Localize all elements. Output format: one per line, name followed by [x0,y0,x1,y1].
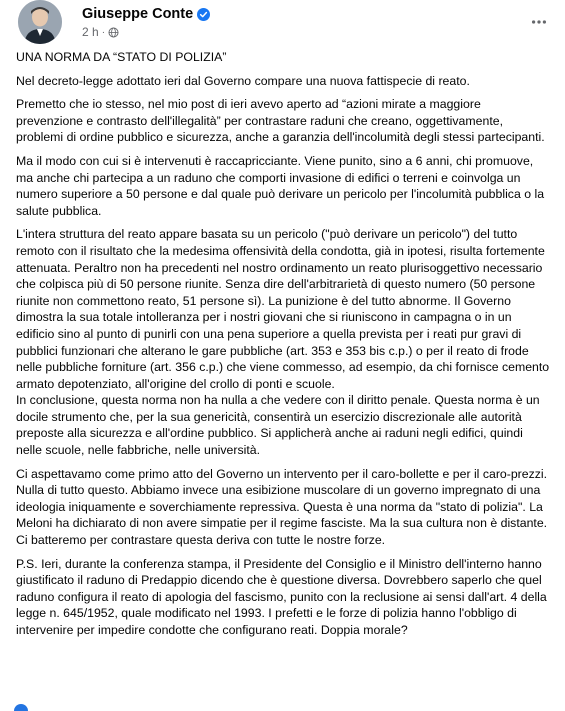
author-name[interactable]: Giuseppe Conte [82,6,194,22]
author-line [82,6,210,22]
post-paragraph: In conclusione, questa norma non ha nulla a che vedere con il diritto penale. Questa norma è un docile strumento che, per la sua genericità, consentirà un esercizio discrezionale alle autorità preposte alla sicurezza e all'ordine pubblico. Si applicherà anche ai raduni negli edifici, quindi nelle scuole, nelle fabbriche, nelle università. [16,393,540,458]
verified-badge-icon [197,8,210,21]
avatar-image [18,0,62,44]
meta-separator: · [101,26,106,38]
post-header [0,0,565,44]
author-avatar[interactable] [18,0,62,44]
post-meta [82,25,119,39]
post-paragraph: Ma il modo con cui si è intervenuti è raccapricciante. Viene punito, sino a 6 anni, chi promuove, ma anche chi partecipa a un raduno che comporti invasione di edifici o terreni e coinvolga un numero superiore a 50 persone e dal quale può derivare un pericolo per l'incolumità pubblica o la salute pubblica. [16,153,545,218]
post-timestamp[interactable]: 2 h [82,25,99,39]
post-paragraph: Ci aspettavamo come primo atto del Governo un intervento per il caro-bollette e per il caro-prezzi. Nulla di tutto questo. Abbiamo invece una esibizione muscolare di un governo impregnato di una ideologia iniquamente e soverchiamente repressiva. Questa è una norma da "stato di polizia". La Meloni ha dichiarato di non avere simpatie per il regime fasciste. Ma la sua cultura non è distante. Ci batteremo per contrastare questa deriva con tutte le nostre forze. [16,466,548,548]
globe-icon[interactable] [108,27,119,38]
like-reaction-icon [14,704,28,711]
post-body [16,49,551,646]
post-title: UNA NORMA DA “STATO DI POLIZIA” [16,50,227,64]
post-paragraph: L'intera struttura del reato appare basata su un pericolo ("può derivare un pericolo") del tutto remoto con il risultato che la medesima offensività della condotta, già in ipotesi, risulta fortemente attenuata. Peraltro non ha precedenti nel nostro ordinamento un reato plurisoggettivo necessario che colpisca più di 50 persone riunite. Senza dire dell'arbitrarietà di questo numero (50 persone riunite non commettono reato, 51 persone sì). La punizione è del tutto abnorme. Il Governo dimostra la sua totale intolleranza per i nostri giovani che si riuniscono in campagna o in un edificio sino al punto di punirli con una pena superiore a quella prevista per i reati pur gravi di pubblici funzionari che alterano le gare pubbliche (art. 353 e 353 bis c.p.) o per il reato di frode nelle pubbliche forniture (art. 356 c.p.) che viene commesso, ad esempio, da chi fornisce cemento armato depotenziato, all'origine del crollo di ponti e scuole. [16,227,550,391]
post-paragraph: Premetto che io stesso, nel mio post di ieri avevo aperto ad “azioni mirate a maggiore prevenzione e contrasto dell'illegalità” per contrastare raduni che creano, oggettivamente, problemi di ordine pubblico e sicurezza, anche a garanzia dell'incolumità degli stessi partecipanti. [16,97,545,145]
more-options-button[interactable] [527,10,551,34]
post-paragraph: Nel decreto-legge adottato ieri dal Governo compare una nuova fattispecie di reato. [16,73,470,88]
post-paragraph: P.S. Ieri, durante la conferenza stampa, il Presidente del Consiglio e il Ministro dell'interno hanno giustificato il raduno di Predappio dicendo che è questione diversa. Dovrebbero saperlo che quel raduno configura il reato di apologia del fascismo, punito con la reclusione ai sensi dall'art. 4 della legge n. 645/1952, quale modificato nel 1993. I prefetti e le forze di polizia hanno l'obbligo di intervenire per impedire condotte che configurano reati. Doppia morale? [16,556,547,637]
more-options-icon [530,13,548,31]
